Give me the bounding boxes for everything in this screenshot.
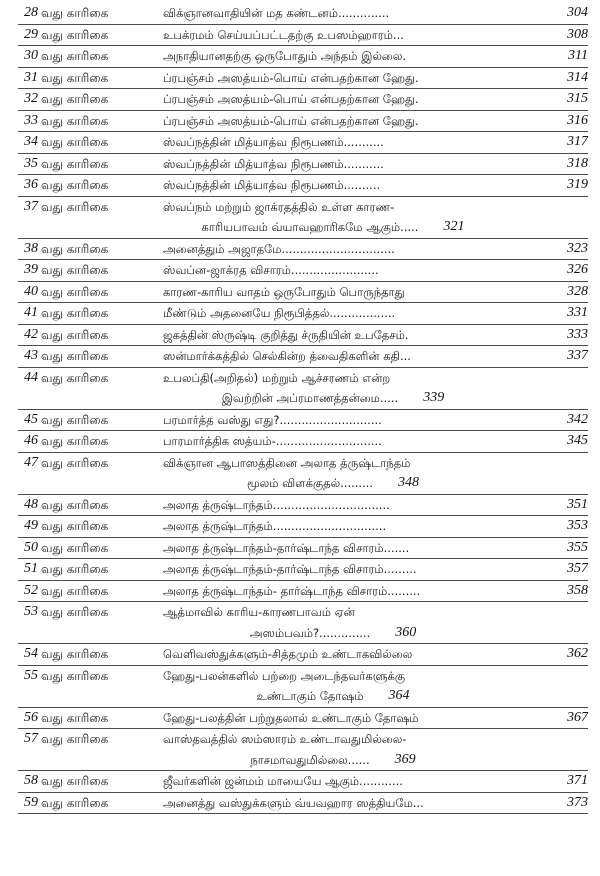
entry-label: வது காரிகை xyxy=(41,199,109,214)
entry-title: வாஸ்தவத்தில் ஸம்ஸாரம் உண்டாவதுமில்லை- xyxy=(163,732,407,746)
entry-title: ஜகத்தின் ஸ்ருஷ்டி குறித்து ச்ருதியின் உபதேசம். xyxy=(163,327,409,342)
toc-entry xyxy=(18,46,588,68)
entry-number: 38 xyxy=(24,240,38,256)
entry-number: 57 xyxy=(24,731,38,746)
entry-label: வது காரிகை xyxy=(41,92,109,106)
entry-number: 46 xyxy=(24,433,38,448)
entry-number: 36 xyxy=(24,177,38,192)
entry-number: 50 xyxy=(24,539,38,555)
toc-entry xyxy=(18,602,588,644)
entry-label: வது காரிகை xyxy=(41,241,109,256)
entry-number: 56 xyxy=(24,709,38,725)
entry-number: 48 xyxy=(24,496,38,512)
toc-entry xyxy=(18,68,588,90)
toc-entry-continuation xyxy=(18,388,588,409)
page-number: 323 xyxy=(567,240,588,256)
toc-entry-line xyxy=(18,708,588,729)
toc-entry-line xyxy=(18,602,588,623)
entry-number: 47 xyxy=(24,454,38,470)
toc-entry xyxy=(18,495,588,517)
toc-entry xyxy=(18,132,588,154)
entry-label: வது காரிகை xyxy=(41,710,109,725)
toc-entry xyxy=(18,175,588,197)
toc-entry-line xyxy=(18,132,588,153)
toc-entry xyxy=(18,89,588,111)
toc-entry-line xyxy=(18,410,588,431)
entry-title: இவற்றின் அப்ரமாணத்தன்மை..... xyxy=(221,391,399,405)
page-number: 355 xyxy=(567,539,588,555)
entry-label: வது காரிகை xyxy=(41,6,109,20)
page-number: 317 xyxy=(567,134,588,149)
entry-number: 44 xyxy=(24,369,38,385)
page-number: 348 xyxy=(398,475,420,490)
entry-label: வது காரிகை xyxy=(41,370,109,385)
toc-entry-line xyxy=(18,644,588,665)
toc-entry xyxy=(18,559,588,581)
toc-entry xyxy=(18,3,588,25)
entry-title: உபக்ரமம் செய்யப்பட்டதற்கு உபஸம்ஹாரம்... xyxy=(163,27,404,42)
toc-entry-line xyxy=(18,175,588,196)
toc-entry-line xyxy=(18,666,588,687)
entry-label: வது காரிகை xyxy=(41,497,109,512)
entry-label: வது காரிகை xyxy=(41,27,109,42)
toc-entry-continuation xyxy=(18,623,588,644)
entry-title: நாசமாவதுமில்லை...... xyxy=(250,752,370,767)
page-number: 373 xyxy=(567,794,588,810)
toc-entry-line xyxy=(18,154,588,175)
entry-number: 35 xyxy=(24,155,38,171)
entry-number: 58 xyxy=(24,773,38,788)
entry-title: அலாத த்ருஷ்டாந்தம்-தார்ஷ்டாந்த விசாரம்......... xyxy=(163,562,417,576)
page-number: 345 xyxy=(567,433,588,448)
page-number: 328 xyxy=(567,283,588,299)
entry-number: 30 xyxy=(24,48,38,63)
toc-entry-line xyxy=(18,282,588,303)
entry-title: ஸ்வப்ன-ஜாக்ரத விசாரம்........................ xyxy=(163,263,379,277)
page-number: 360 xyxy=(395,624,417,640)
toc-entry-line xyxy=(18,303,588,324)
toc-entry-line xyxy=(18,771,588,792)
toc-entry xyxy=(18,410,588,432)
entry-title: அலாத த்ருஷ்டாந்தம்................................ xyxy=(163,497,390,512)
entry-label: வது காரிகை xyxy=(41,583,109,598)
entry-title: ஆத்மாவில் காரிய-காரணபாவம் ஏன் xyxy=(163,605,355,619)
entry-label: வது காரிகை xyxy=(41,605,109,619)
entry-label: வது காரிகை xyxy=(41,284,109,299)
entry-label: வது காரிகை xyxy=(41,178,109,192)
entry-label: வது காரிகை xyxy=(41,327,109,342)
toc-entry xyxy=(18,538,588,560)
entry-title: வெளிவஸ்துக்களும்-சித்தமும் உண்டாகவில்லை xyxy=(163,647,413,661)
entry-title: அலாத த்ருஷ்டாந்தம்............................... xyxy=(163,519,387,533)
toc-entry xyxy=(18,581,588,603)
entry-title: மீண்டும் அதனையே நிரூபித்தல்.................. xyxy=(163,306,396,320)
toc-entry-line xyxy=(18,538,588,559)
toc-entry-line xyxy=(18,495,588,516)
page-number: 369 xyxy=(394,751,416,767)
toc-entry xyxy=(18,708,588,730)
entry-number: 39 xyxy=(24,262,38,277)
entry-label: வது காரிகை xyxy=(41,562,109,576)
entry-title: காரண-காரிய வாதம் ஒருபோதும் பொருந்தாது xyxy=(163,284,405,299)
entry-label: வது காரிகை xyxy=(41,349,109,363)
toc-entry xyxy=(18,729,588,771)
toc-entry-line xyxy=(18,346,588,367)
entry-title: உண்டாகும் தோஷம் xyxy=(256,689,364,703)
entry-label: வது காரிகை xyxy=(41,795,109,810)
entry-label: வது காரிகை xyxy=(41,519,109,533)
page-number: 353 xyxy=(567,518,588,533)
entry-label: வது காரிகை xyxy=(41,412,109,427)
entry-title: ப்ரபஞ்சம் அஸத்யம்-பொய் என்பதற்கான ஹேது. xyxy=(163,113,419,128)
entry-number: 45 xyxy=(24,411,38,427)
entry-title: ஹேது-பலத்தின் பற்றுதலால் உண்டாகும் தோஷம் xyxy=(163,710,419,725)
page-number: 311 xyxy=(568,48,588,63)
entry-label: வது காரிகை xyxy=(41,70,109,85)
entry-number: 49 xyxy=(24,518,38,533)
toc-entry xyxy=(18,25,588,47)
entry-number: 29 xyxy=(24,26,38,42)
toc-entry-continuation xyxy=(18,473,588,494)
toc-entry xyxy=(18,453,588,495)
entry-title: அஸம்பவம்?.............. xyxy=(249,625,371,640)
entry-label: வது காரிகை xyxy=(41,774,109,788)
entry-number: 34 xyxy=(24,134,38,149)
page-number: 316 xyxy=(567,112,588,128)
toc-entry-line xyxy=(18,431,588,452)
toc-entry xyxy=(18,282,588,304)
page-number: 367 xyxy=(567,709,588,725)
toc-entry-continuation xyxy=(18,217,588,238)
toc-entry xyxy=(18,516,588,538)
page-number: 315 xyxy=(567,91,588,106)
entry-label: வது காரிகை xyxy=(41,113,109,128)
page-number: 337 xyxy=(567,348,588,363)
page-number: 331 xyxy=(567,305,588,320)
toc-entry xyxy=(18,346,588,368)
toc-entry-line xyxy=(18,581,588,602)
entry-title: ஸ்வப்நத்தின் மித்யாத்வ நிரூபணம்.......... xyxy=(163,178,381,192)
entry-number: 28 xyxy=(24,5,38,20)
page-number: 351 xyxy=(567,496,588,512)
toc-entry-line xyxy=(18,729,588,750)
entry-number: 37 xyxy=(24,198,38,214)
entry-title: ப்ரபஞ்சம் அஸத்யம்-பொய் என்பதற்கான ஹேது. xyxy=(163,92,419,106)
toc-entry xyxy=(18,111,588,133)
entry-title: அலாத த்ருஷ்டாந்தம்-தார்ஷ்டாந்த விசாரம்....... xyxy=(163,540,410,555)
toc-entry-line xyxy=(18,25,588,46)
entry-title: பாரமார்த்திக ஸத்யம்-............................. xyxy=(163,434,382,448)
toc-entry xyxy=(18,431,588,453)
toc-entry-line xyxy=(18,260,588,281)
page-number: 357 xyxy=(567,561,588,576)
toc-entry-line xyxy=(18,3,588,24)
page-number: 319 xyxy=(567,177,588,192)
entry-number: 40 xyxy=(24,283,38,299)
entry-title: பரமார்த்த வஸ்து எது?............................ xyxy=(163,412,382,427)
entry-title: உபலப்தி(அறிதல்) மற்றும் ஆச்சரணம் என்ற xyxy=(163,370,391,385)
entry-title: ஹேது-பலன்களில் பற்றை அடைந்தவர்களுக்கு xyxy=(163,668,406,683)
toc-entry-line xyxy=(18,368,588,389)
toc-entry xyxy=(18,368,588,410)
toc-entry-line xyxy=(18,46,588,67)
entry-number: 52 xyxy=(24,582,38,598)
page-number: 333 xyxy=(567,326,588,342)
entry-label: வது காரிகை xyxy=(41,668,109,683)
page-number: 364 xyxy=(388,688,410,703)
toc-entry xyxy=(18,666,588,708)
entry-label: வது காரிகை xyxy=(41,263,109,277)
toc-entry-continuation xyxy=(18,750,588,771)
entry-title: ஸன்மார்க்கத்தில் செல்கின்ற த்வைதிகளின் கதி... xyxy=(163,349,411,363)
entry-number: 53 xyxy=(24,604,38,619)
page-number: 362 xyxy=(567,646,588,661)
toc-entry xyxy=(18,197,588,239)
toc-entry-line xyxy=(18,111,588,132)
entry-label: வது காரிகை xyxy=(41,732,109,746)
entry-number: 59 xyxy=(24,794,38,810)
entry-title: அநாதியானதற்கு ஒருபோதும் அந்தம் இல்லை. xyxy=(163,49,407,63)
page-number: 339 xyxy=(423,390,445,405)
entry-title: விக்ஞானவாதியின் மத கண்டனம்.............. xyxy=(163,6,390,20)
entry-number: 51 xyxy=(24,561,38,576)
entry-label: வது காரிகை xyxy=(41,156,109,171)
entry-title: ஜீவர்களின் ஜன்மம் மாயையே ஆகும்............ xyxy=(163,774,403,788)
toc-entry-line xyxy=(18,516,588,537)
toc-entry xyxy=(18,793,588,815)
entry-number: 54 xyxy=(24,646,38,661)
toc-entry xyxy=(18,771,588,793)
entry-title: மூலம் விளக்குதல்......... xyxy=(246,476,374,490)
toc-entry-line xyxy=(18,453,588,474)
page-number: 308 xyxy=(567,26,588,42)
entry-label: வது காரிகை xyxy=(41,135,109,149)
entry-title: ஸ்வப்நத்தின் மித்யாத்வ நிரூபணம்........... xyxy=(163,135,384,149)
toc-entry xyxy=(18,260,588,282)
entry-title: ஸ்வப்நம் மற்றும் ஜாக்ரதத்தில் உள்ள காரண- xyxy=(163,199,395,214)
entry-number: 32 xyxy=(24,91,38,106)
page-number: 358 xyxy=(567,582,588,598)
page-number: 314 xyxy=(567,69,588,85)
entry-number: 33 xyxy=(24,112,38,128)
page-number: 318 xyxy=(567,155,588,171)
toc-entry-line xyxy=(18,68,588,89)
entry-number: 55 xyxy=(24,667,38,683)
toc-entry-continuation xyxy=(18,686,588,707)
entry-number: 31 xyxy=(24,69,38,85)
entry-label: வது காரிகை xyxy=(41,434,109,448)
page-number: 342 xyxy=(567,411,588,427)
page-number: 304 xyxy=(567,5,588,20)
toc-entry-line xyxy=(18,89,588,110)
page-number: 321 xyxy=(443,219,465,234)
entry-title: காரியபாவம் வ்யாவஹாரிகமே ஆகும்..... xyxy=(201,220,419,234)
toc-entry xyxy=(18,303,588,325)
entry-label: வது காரிகை xyxy=(41,455,109,470)
entry-number: 41 xyxy=(24,305,38,320)
entry-title: அனைத்தும் அஜாதமே............................... xyxy=(163,241,395,256)
toc-entry xyxy=(18,154,588,176)
entry-label: வது காரிகை xyxy=(41,647,109,661)
entry-number: 42 xyxy=(24,326,38,342)
entry-label: வது காரிகை xyxy=(41,306,109,320)
page-number: 326 xyxy=(567,262,588,277)
entry-title: ஸ்வப்நத்தின் மித்யாத்வ நிரூபணம்........... xyxy=(163,156,384,171)
entry-label: வது காரிகை xyxy=(41,540,109,555)
toc-entry-line xyxy=(18,793,588,814)
toc-entry-line xyxy=(18,197,588,218)
toc-entry xyxy=(18,644,588,666)
entry-title: அலாத த்ருஷ்டாந்தம்- தார்ஷ்டாந்த விசாரம்......... xyxy=(163,583,421,598)
entry-title: விக்ஞான ஆபாஸத்தினை அலாத த்ருஷ்டாந்தம் xyxy=(163,455,411,470)
toc-entry xyxy=(18,325,588,347)
page-number: 371 xyxy=(567,773,588,788)
toc-entry xyxy=(18,239,588,261)
toc-entry-line xyxy=(18,239,588,260)
entry-title: ப்ரபஞ்சம் அஸத்யம்-பொய் என்பதற்கான ஹேது. xyxy=(163,70,419,85)
entry-number: 43 xyxy=(24,348,38,363)
toc-entry-line xyxy=(18,325,588,346)
entry-label: வது காரிகை xyxy=(41,49,109,63)
entry-title: அனைத்து வஸ்துக்களும் வ்யவஹார ஸத்தியமே... xyxy=(163,795,424,810)
toc-entry-line xyxy=(18,559,588,580)
